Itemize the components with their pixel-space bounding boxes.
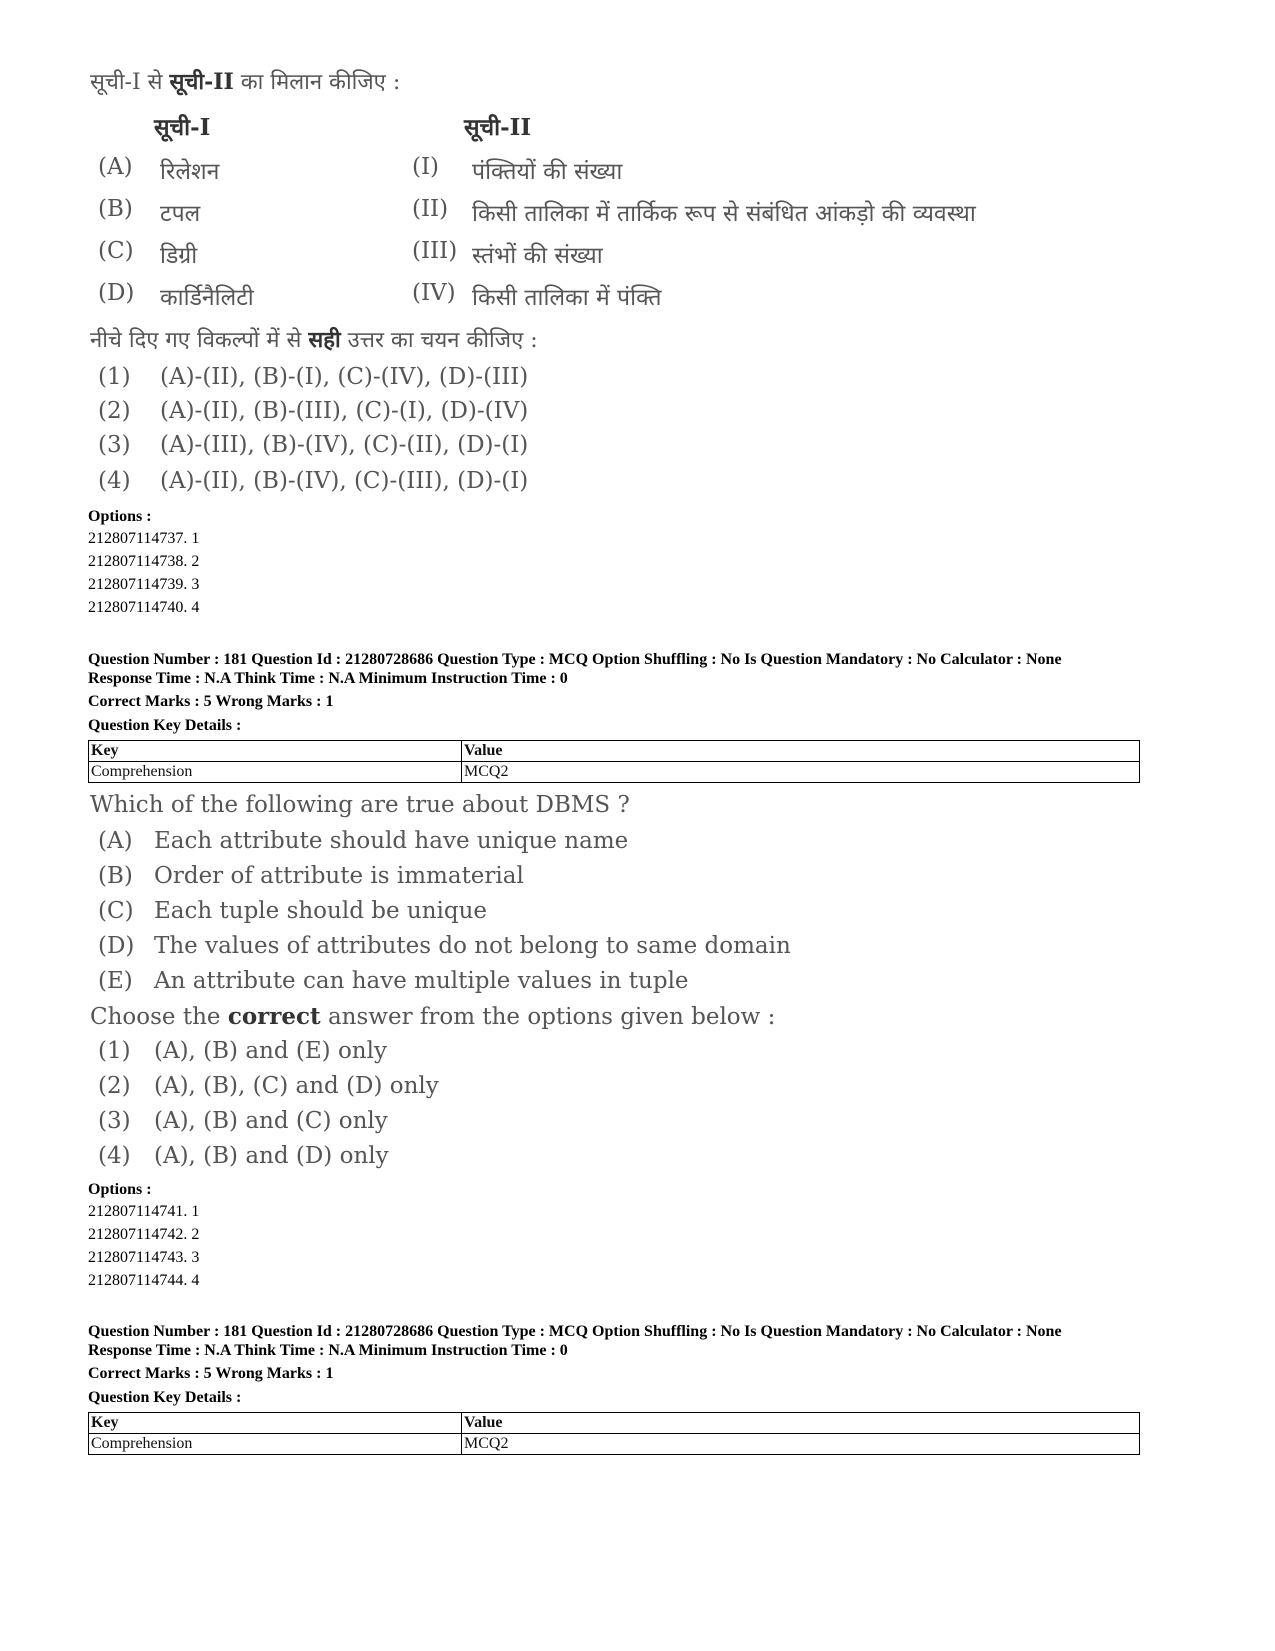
option-item: 212807114742. 2 — [88, 1226, 200, 1243]
question-key-table-1 — [88, 740, 1140, 783]
q2-choose-instruction: Choose the correct answer from the options given below : — [90, 1003, 776, 1030]
table-row: Comprehension MCQ2 — [89, 1434, 1140, 1455]
option-item: 212807114741. 1 — [88, 1203, 200, 1220]
table-header-row: Key Value — [89, 1413, 1140, 1434]
table-row: Comprehension MCQ2 — [89, 762, 1140, 783]
option-item: 212807114739. 3 — [88, 576, 200, 593]
q1-choose-instruction: नीचे दिए गए विकल्पों में से सही उत्तर का चयन कीजिए : — [90, 327, 538, 353]
q2-title: Which of the following are true about DBMS ? — [90, 792, 630, 818]
options-label: Options : — [88, 508, 152, 525]
option-item: 212807114737. 1 — [88, 530, 200, 547]
options-label: Options : — [88, 1181, 152, 1198]
question-key-table-2 — [88, 1412, 1140, 1455]
option-item: 212807114740. 4 — [88, 599, 200, 616]
document-page: सूची-I से सूची-II का मिलान कीजिए : सूची-I सूची-II (A) रिलेशन (I) पंक्तियों की संख्या (B) टपल (II) किसी तालिका में तार्किक रूप से संबंधित आंकड़ो की व्यवस्था (C) डिग्री (III) स्तंभों की संख्या (D) कार्डिनैलिटी (IV) किसी तालिका में पंक्ति नीचे दिए गए विकल्पों में से सही उत्तर का चयन कीजिए : (1) (A)-(II), (B)-(I), (C)-(IV), (D)-(III) (2) (A)-(II), (B)-(III), (C)-(I), (D)-(IV) (3) (A)-(III), (B)-(IV), (C)-(II), (D)-(I) (4) (A)-(II), (B)-(IV), (C)-(III), (D)-(I) Options : 212807114737. 1 212807114738. 2 212807114739. 3 212807114740. 4 Question Number : 181 Question Id : 21280728686 Question Type : MCQ Option Shuffling : No Is Question Mandatory : No Calculator : None Response Time : N.A Think Time : N.A Minimum Instruction Time : 0 Correct Marks : 5 Wrong Marks : 1 Question Key Details : Key Value Comprehension MCQ2 Which of the following are true about DBMS ? (A) Each attribute should have unique name (B) Order of attribute is immaterial (C) Each tuple should be unique (D) The values of attributes do not belong to same domain (E) An attribute can have multiple values in tuple Choose the correct answer from the options given below : (1) (A), (B) and (E) only (2) (A), (B), (C) and (D) only (3) (A), (B) and (C) only (4) (A), (B) and (D) only Options : 212807114741. 1 212807114742. 2 212807114743. 3 212807114744. 4 Question Number : 181 Question Id : 21280728686 Question Type : MCQ Option Shuffling : No Is Question Mandatory : No Calculator : None Response Time : N.A Think Time : N.A Minimum Instruction Time : 0 Correct Marks : 5 Wrong Marks : 1 Question Key Details : Key Value Comprehension MCQ2 — [0, 0, 1275, 1651]
option-item: 212807114743. 3 — [88, 1249, 200, 1266]
option-item: 212807114744. 4 — [88, 1272, 200, 1289]
option-item: 212807114738. 2 — [88, 553, 200, 570]
list2-heading: सूची-II — [464, 114, 532, 141]
list1-heading: सूची-I — [154, 114, 211, 141]
table-header-row: Key Value — [89, 741, 1140, 762]
q1-title: सूची-I से सूची-II का मिलान कीजिए : — [90, 69, 401, 95]
